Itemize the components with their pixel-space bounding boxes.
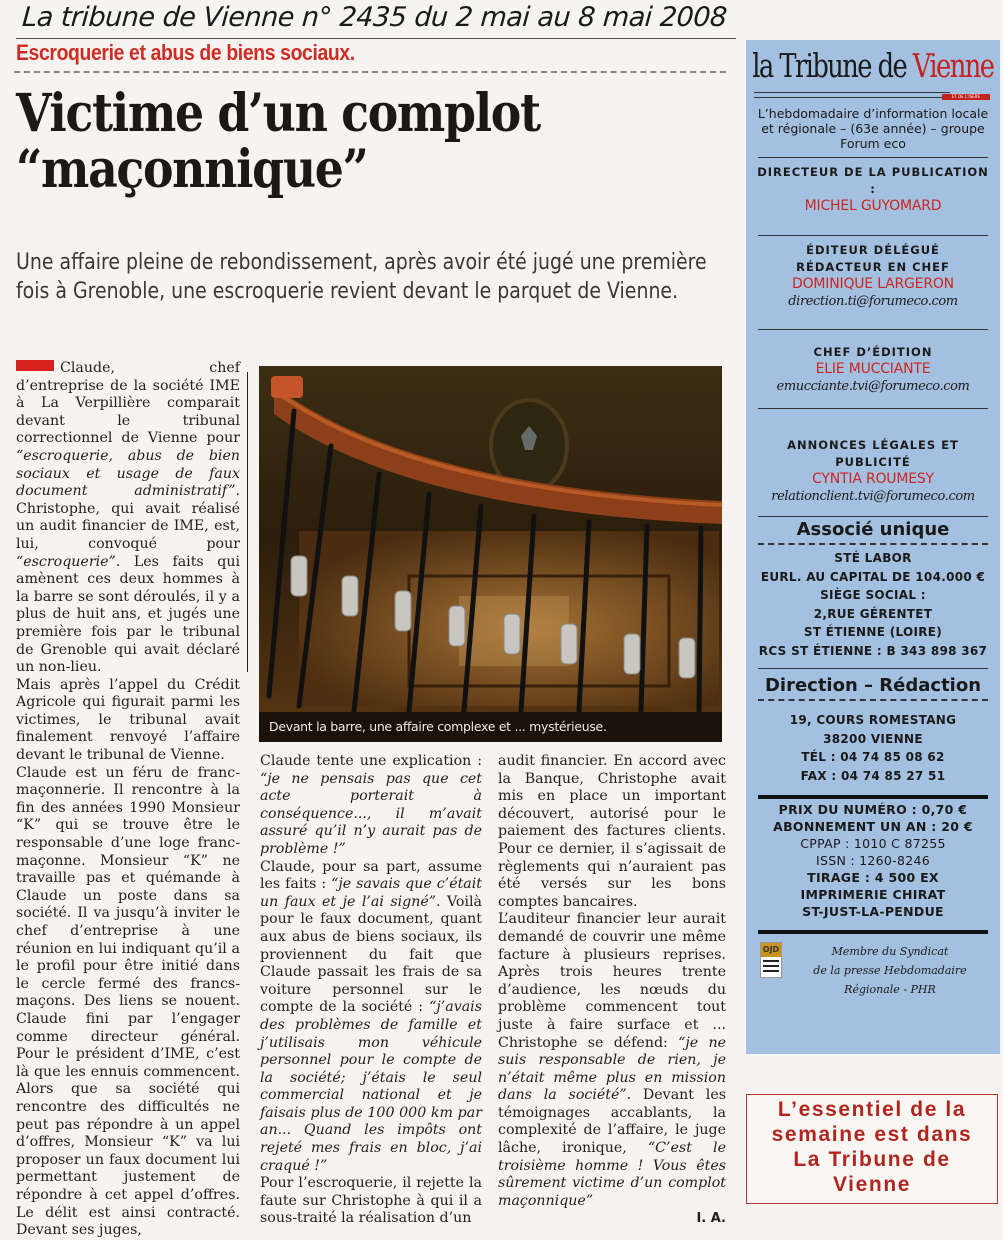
syndicat-membership: OJD Membre du Syndicat de la presse Hebdomadaire Régionale - PHR — [746, 934, 1000, 1014]
headline-line-1: Victime d’un complot — [16, 83, 540, 144]
article-kicker: Escroquerie et abus de biens sociaux. — [16, 40, 355, 65]
paragraph: Claude, chef d’entreprise de la société IME à La Verpillière comparait devant le tribunal correctionnel de Vienne pour “escroquerie, abus de bien sociaux et usage de faux document administratif”. Christophe, qui avait réalisé un audit financier de IME, est, lui, convoqué pour “escroquerie”. Les faits qui amènent ces deux hommes à la barre se sont déroulés, il y a plus de huit ans, et jugés une première fois par le tribunal de Grenoble qui avait déclaré un non-lieu. — [16, 360, 240, 676]
publication-tagline: L’hebdomadaire d’information locale et régionale – (63e année) – groupe Forum eco — [757, 106, 989, 151]
phone-number: TÉL : 04 74 85 08 62 — [801, 750, 945, 764]
paragraph: L’auditeur financier leur aurait demandé de couvrir une même facture à plusieurs reprises. Après trois heures trente d’audience, les nœuds du problème commencent tout juste à faire surface et ... Christophe se défend: “je ne suis responsable de rien, je n’était même plus en mission dans la société”. Devant les témoignages accablants, la complexité de l’affaire, le juge lâche, ironique, “C’est le troisième homme ! Vous êtes sûrement victime d’un complot maçonnique” — [498, 911, 727, 1209]
associe-details: STÉ LABOR EURL. AU CAPITAL DE 104.000 € SIÈGE SOCIAL : 2,RUE GÉRENTET ST ÉTIENNE (LOIRE) RCS ST ÉTIENNE : B 343 898 367 — [758, 551, 988, 658]
paragraph: Pour l’escroquerie, il rejette la faute sur Christophe à qui il a sous-traité la réalisation d’un — [260, 1175, 482, 1227]
handwritten-annotation: La tribune de Vienne n° 2435 du 2 mai au 8 mai 2008 — [21, 2, 728, 33]
staff-advertising: ANNONCES LÉGALES ET PUBLICITÉ CYNTIA ROUMESY relationclient.tvi@forumeco.com — [746, 409, 1000, 512]
email-link[interactable]: relationclient.tvi@forumeco.com — [771, 489, 975, 504]
logo-tag: ET DE L'ISÈRE — [942, 94, 990, 100]
article-column-1 — [16, 360, 240, 1240]
paragraph: Claude tente une explication : “je ne pensais pas que cet acte porterait à conséquence..., il m’avait assuré qu’il n’y aurait pas de problème !” — [260, 753, 482, 857]
article-headline — [16, 83, 632, 200]
red-bullet-icon — [16, 360, 54, 371]
associe-heading: Associé unique — [796, 519, 950, 540]
article-photo — [259, 366, 722, 742]
column-rule — [247, 372, 248, 672]
masthead-sidebar — [746, 40, 1000, 1054]
photo-caption: Devant la barre, une affaire complexe et ... mystérieuse. — [259, 712, 722, 742]
paragraph: Mais après l’appel du Crédit Agricole qui figurait parmi les victimes, le tribunal avait finalement renvoyé l’affaire devant le tribunal de Vienne. — [16, 676, 240, 764]
promo-box: L’essentiel de la semaine est dans La Tribune de Vienne — [746, 1094, 998, 1204]
email-link[interactable]: direction.ti@forumeco.com — [788, 294, 958, 309]
ojd-badge-icon: OJD — [760, 942, 782, 978]
author-signature: I. A. — [696, 1211, 726, 1227]
fax-number: FAX : 04 74 85 27 51 — [800, 768, 946, 783]
staff-publication-director: DIRECTEUR DE LA PUBLICATION : MICHEL GUYOMARD — [757, 165, 989, 214]
headline-line-2: “maçonnique” — [16, 139, 368, 200]
annotation-underline — [16, 38, 736, 39]
article-column-3 — [498, 753, 726, 1228]
article-standfirst: Une affaire pleine de rebondissement, après avoir été jugé une première fois à Grenoble, une escroquerie revient devant le parquet de Vienne. — [16, 250, 707, 304]
issue-price: PRIX DU NUMÉRO : 0,70 € — [778, 802, 968, 817]
email-link[interactable]: emucciante.tvi@forumeco.com — [776, 379, 970, 394]
direction-heading: Direction – Rédaction — [764, 675, 982, 696]
publication-info: PRIX DU NUMÉRO : 0,70 € ABONNEMENT UN AN : 20 € CPPAP : 1010 C 87255 ISSN : 1260-8246 TIRAGE : 4 500 EX IMPRIMERIE CHIRAT ST-JUST-LA-PENDUE — [746, 799, 1000, 926]
direction-details: 19, COURS ROMESTANG 38200 VIENNE TÉL : 04 74 85 08 62 FAX : 04 74 85 27 51 — [746, 701, 1000, 791]
staircase-railing-image — [259, 366, 722, 742]
paragraph: audit financier. En accord avec la Banque, Christophe avait mis en place un important découvert, autorisé pour le paiement des factures clients. Pour ce dernier, il s’agissait de règlements qui n’auraient pas été versés sur les bons comptes bancaires. — [498, 753, 726, 910]
staff-chief-editor: CHEF D’ÉDITION ELIE MUCCIANTE emucciante.tvi@forumeco.com — [746, 330, 1000, 402]
paragraph: Claude est un féru de franc-maçonnerie. Il rencontre à la fin des années 1990 Monsieur “K” qui se trouve être le responsable d’une loge franc-maçonne. Monsieur “K” ne travaille pas et quémande à Claude un poste dans sa société. Il va jusqu’à inviter le chef d’entreprise à une réunion en lui indiquant qu’il a le profil pour être initié dans le cercle fermé des francs- maçons. Des liens se nouent. Claude fini par l’engager comme directeur général. Pour le président d’IME, c’est là que les ennuis commencent. Alors que sa société qui rencontre des difficultés ne peut pas répondre à un appel d’offres, Monsieur “K” va lui proposer un faux document lui permettant justement de répondre à cet appel d’offres. Le délit est ainsi contracté. Devant ses juges, — [16, 764, 240, 1239]
newspaper-logo: la Tribune de Vienne ET DE L'ISÈRE — [752, 46, 994, 99]
paragraph: Claude, pour sa part, assume les faits : “je savais que c’était un faux et je l’ai signé”. Voilà pour le faux document, quant aux abus de biens sociaux, ils proviennent du fait que Claude passait les frais de sa voiture personnel sur le compte de la société : “j’avais des problèmes de famille et j’utilisais mon véhicule personnel pour le compte de la société; j’étais le seul commercial national et je faisais plus de 100 000 km par an... Quand les impôts ont rejeté mes frais en bloc, j’ai craqué !” — [260, 858, 482, 1174]
article-column-2 — [260, 753, 482, 1228]
subscription-price: ABONNEMENT UN AN : 20 € — [773, 819, 973, 834]
staff-editor: ÉDITEUR DÉLÉGUÉ RÉDACTEUR EN CHEF DOMINIQUE LARGERON direction.ti@forumeco.com — [746, 236, 1000, 317]
kicker-divider — [14, 71, 726, 73]
